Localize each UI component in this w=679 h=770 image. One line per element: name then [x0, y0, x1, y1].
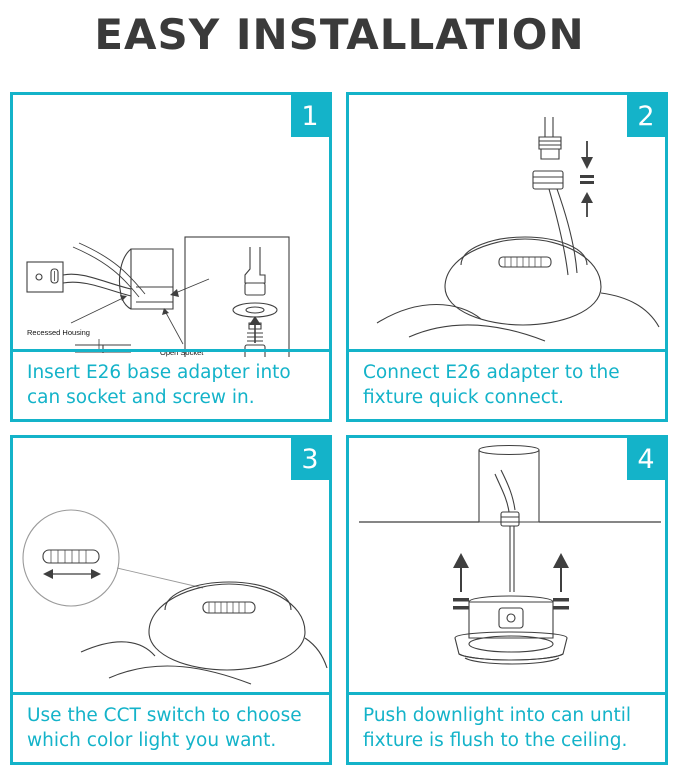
step-number-badge: 3: [291, 438, 329, 480]
step-3-caption: [13, 692, 329, 762]
step-1-caption: [13, 349, 329, 419]
step-card-2: [346, 92, 668, 422]
label-recessed-housing: Recessed Housing: [27, 328, 90, 337]
step-4-caption-line2: fixture is flush to the ceiling.: [363, 730, 628, 751]
page-title: EASY INSTALLATION: [94, 10, 585, 59]
step-number-badge: 4: [627, 438, 665, 480]
step-2-illustration: [349, 97, 665, 357]
step-4-caption: [349, 692, 665, 762]
step-1-illustration: [13, 97, 329, 357]
label-open-socket: Open Socket: [160, 348, 204, 357]
step-4-illustration: [349, 440, 665, 700]
step-number-badge: 2: [627, 95, 665, 137]
step-4-caption-line1: Push downlight into can until: [363, 705, 632, 726]
steps-grid: [10, 92, 669, 765]
step-card-3: [10, 435, 332, 765]
step-card-1: [10, 92, 332, 422]
step-2-caption-line2: fixture quick connect.: [363, 387, 565, 408]
step-2-caption-line1: Connect E26 adapter to the: [363, 362, 620, 383]
step-number-badge: 1: [291, 95, 329, 137]
installation-guide: [0, 8, 679, 770]
step-1-caption-line1: Insert E26 base adapter into: [27, 362, 291, 383]
step-3-caption-line2: which color light you want.: [27, 730, 277, 751]
step-card-4: [346, 435, 668, 765]
step-1-caption-line2: can socket and screw in.: [27, 387, 255, 408]
step-3-illustration: [13, 440, 329, 700]
step-2-caption: [349, 349, 665, 419]
step-3-caption-line1: Use the CCT switch to choose: [27, 705, 302, 726]
